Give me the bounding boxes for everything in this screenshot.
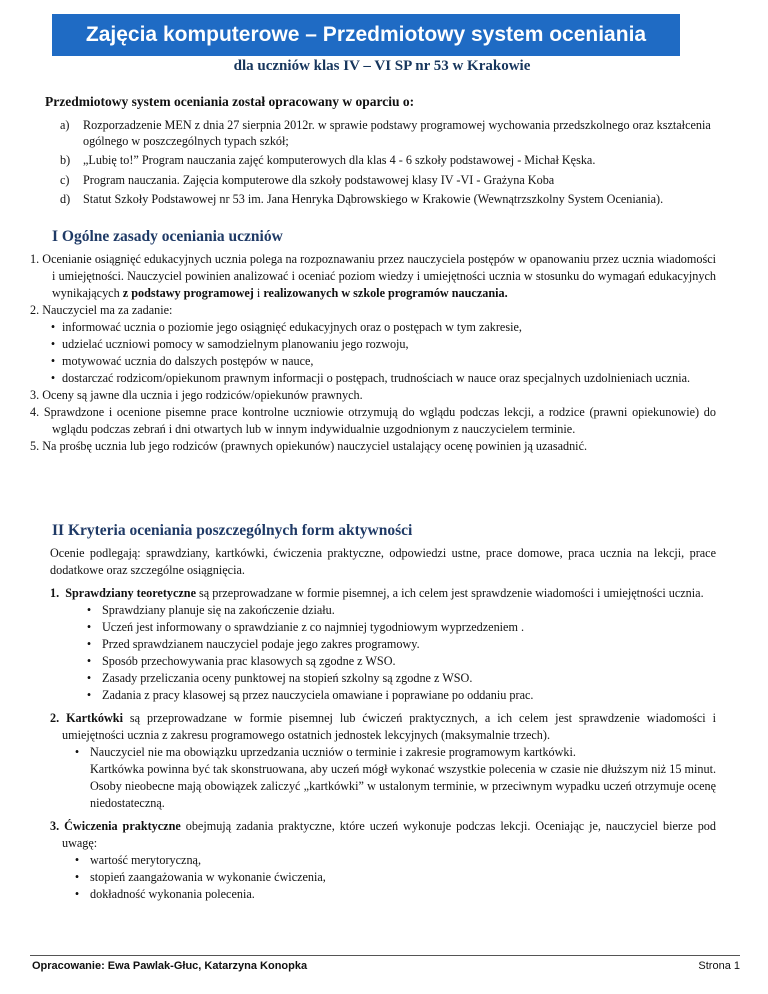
bullet-icon: • xyxy=(86,620,92,634)
bullet-icon: • xyxy=(74,745,80,759)
section1-body xyxy=(30,251,716,455)
page-number: Strona 1 xyxy=(698,960,740,972)
basis-list xyxy=(60,118,730,212)
bullet-icon: • xyxy=(86,637,92,651)
criteria-practical: 3. Ćwiczenia praktyczne obejmują zadania praktyczne, które uczeń wykonuje podczas lekcji. Oceniając je, nauczyciel bierze pod uwagę: xyxy=(50,819,716,850)
bullet-icon: • xyxy=(74,853,80,867)
list-item: • Sposób przechowywania prac klasowych są zgodne z WSO. xyxy=(50,653,716,670)
bullet-icon: • xyxy=(50,354,56,368)
page-title: Zajęcia komputerowe – Przedmiotowy system oceniania xyxy=(52,14,680,56)
bullet-icon: • xyxy=(86,671,92,685)
section2-body xyxy=(50,545,716,903)
section2-heading: II Kryteria oceniania poszczególnych form aktywności xyxy=(52,522,413,539)
bullet-icon: • xyxy=(86,654,92,668)
list-item: • Uczeń jest informowany o sprawdzianie z co najmniej tygodniowym wyprzedzeniem . xyxy=(50,619,716,636)
basis-item: b) „Lubię to!” Program nauczania zajęć komputerowych dla klas 4 - 6 szkoły podstawowej - Michał Kęska. xyxy=(60,153,596,167)
basis-item: c) Program nauczania. Zajęcia komputerowe dla szkoły podstawowej klasy IV -VI - Grażyna Koba xyxy=(60,172,555,187)
bullet-icon: • xyxy=(74,870,80,884)
bullet-icon: • xyxy=(50,371,56,385)
section2-intro: Ocenie podlegają: sprawdziany, kartkówki, ćwiczenia praktyczne, odpowiedzi ustne, prace domowe, praca ucznia na lekcji, prace dodatkowe oraz szczególne osiągnięcia. xyxy=(50,546,716,577)
basis-item: a) Rozporzadzenie MEN z dnia 27 sierpnia 2012r. w sprawie podstawy programowej wychowania przedszkolnego oraz kształcenia ogólnego w poszczególnych typach szkół; xyxy=(60,118,711,148)
list-item: • udzielać uczniowi pomocy w samodzielnym planowaniu jego rozwoju, xyxy=(30,336,716,353)
list-item: • Sprawdziany planuje się na zakończenie działu. xyxy=(50,602,716,619)
footer-divider xyxy=(30,955,740,956)
criteria-tests: 1. Sprawdziany teoretyczne są przeprowadzane w formie pisemnej, a ich celem jest sprawdzenie wiadomości i umiejętności ucznia. xyxy=(50,586,704,600)
section1-point-2: 2. Nauczyciel ma za zadanie: xyxy=(30,303,173,317)
list-item: • Nauczyciel nie ma obowiązku uprzedzania uczniów o terminie i zakresie programowym kartkówki. xyxy=(50,744,716,761)
section1-point-3: 3. Oceny są jawne dla ucznia i jego rodziców/opiekunów prawnych. xyxy=(30,388,363,402)
list-item: • dokładność wykonania polecenia. xyxy=(50,886,716,903)
bullet-icon: • xyxy=(74,887,80,901)
basis-item: d) Statut Szkoły Podstawowej nr 53 im. Jana Henryka Dąbrowskiego w Krakowie (Wewnątrzszkolny System Oceniania). xyxy=(60,192,664,206)
list-item: • Zadania z pracy klasowej są przez nauczyciela omawiane i poprawiane po oddaniu prac. xyxy=(50,687,716,704)
bullet-icon: • xyxy=(86,688,92,702)
list-item: • stopień zaangażowania w wykonanie ćwiczenia, xyxy=(50,869,716,886)
section1-point-5: 5. Na prośbę ucznia lub jego rodziców (prawnych opiekunów) nauczyciel ustalający ocenę powinien ją uzasadnić. xyxy=(30,439,588,453)
page-subtitle: dla uczniów klas IV – VI SP nr 53 w Krakowie xyxy=(233,58,531,74)
list-item: • dostarczać rodzicom/opiekunom prawnym informacji o postępach, trudnościach w nauce oraz specjalnych uzdolnieniach ucznia. xyxy=(30,370,716,387)
list-item: • Zasady przeliczania oceny punktowej na stopień szkolny są zgodne z WSO. xyxy=(50,670,716,687)
section1-point-1: 1. Ocenianie osiągnięć edukacyjnych ucznia polega na rozpoznawaniu przez nauczyciela postępów w opanowaniu przez ucznia wiadomości i umiejętności. Nauczyciel powinien analizować i oceniać poziom wiedzy i umiejętności ucznia w stosunku do wymagań edukacyjnych wynikających z podstawy programowej i realizowanych w szkole programów nauczania. xyxy=(30,252,716,300)
list-item: • wartość merytoryczną, xyxy=(50,852,716,869)
section1-heading: I Ogólne zasady oceniania uczniów xyxy=(52,228,283,245)
list-item: • motywować ucznia do dalszych postępów w nauce, xyxy=(30,353,716,370)
bullet-icon: • xyxy=(50,337,56,351)
criteria-quizzes: 2. Kartkówki są przeprowadzane w formie pisemnej lub ćwiczeń praktycznych, a ich celem jest sprawdzenie wiadomości i umiejętności ucznia z zakresu programowego ostatnich jednostek lekcyjnych (maksymalnie trzech). xyxy=(50,711,716,742)
list-item: • informować ucznia o poziomie jego osiągnięć edukacyjnych oraz o postępach w tym zakresie, xyxy=(30,319,716,336)
bullet-icon: • xyxy=(50,320,56,334)
list-item: • Przed sprawdzianem nauczyciel podaje jego zakres programowy. xyxy=(50,636,716,653)
footer-authors: Opracowanie: Ewa Pawlak-Głuc, Katarzyna Konopka xyxy=(32,960,308,972)
section1-point-4: 4. Sprawdzone i ocenione pisemne prace kontrolne uczniowie otrzymują do wglądu podczas lekcji, a rodzice (prawni opiekunowie) do wglądu podczas zebrań i dni otwartych lub w innym indywidualnie uzgodnionym z nauczycielem terminie. xyxy=(30,405,716,436)
basis-title: Przedmiotowy system oceniania został opracowany w oparciu o: xyxy=(45,94,415,109)
quizzes-details: Kartkówka powinna być tak skonstruowana, aby uczeń mógł wykonać wszystkie polecenia w czasie nie dłuższym niż 15 minut. Osoby nieobecne mają obowiązek zaliczyć „kartkówki” w ustalonym terminie, w przeciwnym wypadku uczeń otrzymuje ocenę niedostateczną. xyxy=(90,762,716,810)
bullet-icon: • xyxy=(86,603,92,617)
